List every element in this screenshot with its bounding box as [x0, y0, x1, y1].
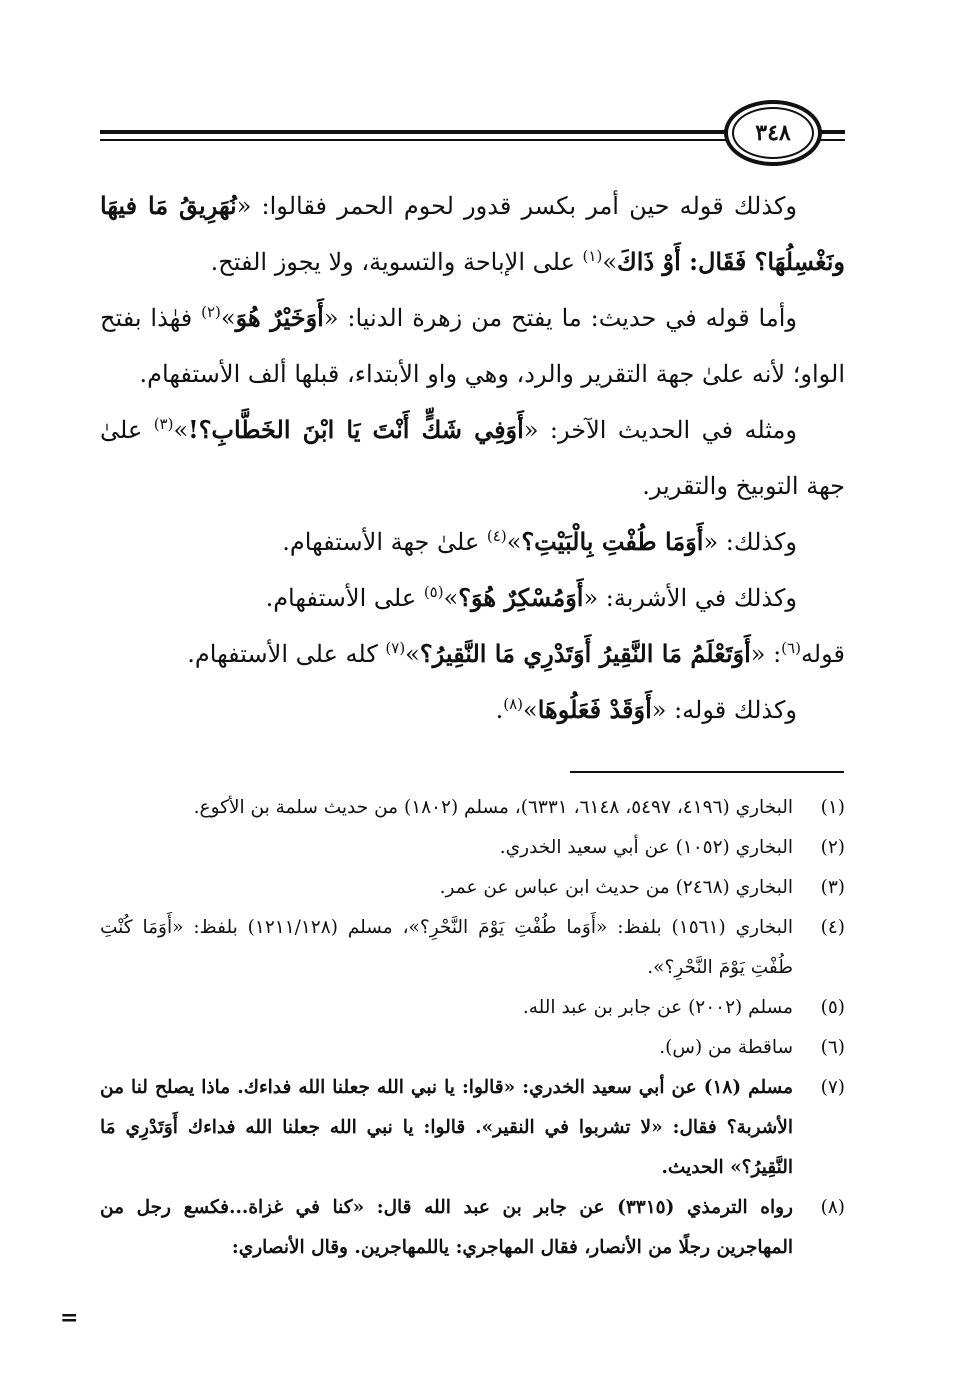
footnote-number: (٧) [820, 1077, 845, 1098]
hadith-quote: أَوَمُسْكِرٌ هُوَ؟ [458, 583, 584, 612]
footnote-text: البخاري (٤١٩٦، ٥٤٩٧، ٦١٤٨، ٦٣٣١)، مسلم (١٨٠٢) من حديث سلمة بن الأكوع. [193, 797, 793, 818]
continuation-mark: = [60, 1305, 79, 1331]
hadith-quote: أَوَفِي شَكٍّ أَنْتَ يَا ابْنَ الخَطَّابِ؟! [188, 415, 524, 444]
hadith-quote: أَوَخَيْرٌ هُوَ [235, 303, 324, 332]
footnote-number: (٣) [820, 877, 845, 898]
footnote [100, 828, 845, 868]
footnote [100, 1068, 845, 1188]
footnote-ref: (٣) [153, 415, 174, 433]
footnote [100, 868, 845, 908]
hadith-quote: نُهَرِيقُ مَا فيهَا ونَغْسِلُهَا؟ فَقَال: أَوْ ذَاكَ [100, 191, 845, 276]
footnote-text: مسلم (٢٠٠٢) عن جابر بن عبد الله. [522, 997, 793, 1018]
footnote-separator [570, 771, 844, 773]
footnote-text: البخاري (١٥٦١) بلفظ: «أَوَما طُفْتِ يَوْمَ النَّحْرِ؟»، مسلم (١٢١١/١٢٨) بلفظ: «أَوَمَا كُنْتِ طُفْتِ يَوْمَ النَّحْرِ؟». [100, 917, 793, 978]
hadith-quote: أَوَتَعْلَمُ مَا النَّقِيرُ أَوَتَدْرِي مَا النَّقِيرُ؟ [419, 639, 751, 668]
paragraph: وكذلك قوله: «أَوَقَدْ فَعَلُوهَا»$^{(٨)}$. [495, 695, 797, 724]
footnote [100, 1188, 845, 1268]
footnotes [100, 788, 845, 1268]
footnote-text: البخاري (١٠٥٢) عن أبي سعيد الخدري. [499, 837, 793, 858]
footnote-text: البخاري (٢٤٦٨) من حديث ابن عباس عن عمر. [439, 877, 793, 898]
footnote [100, 908, 845, 988]
page-number-badge [724, 100, 822, 166]
paragraph: قوله$^{(٦)}$: «أَوَتَعْلَمُ مَا النَّقِيرُ أَوَتَدْرِي مَا النَّقِيرُ؟»$^{(٧)}$ كله على الأستفهام. [187, 639, 845, 668]
paragraph: وأما قوله في حديث: ما يفتح من زهرة الدنيا: «أَوَخَيْرٌ هُوَ»$^{(٢)}$ فهٰذا بفتح الواو؛ لأنه علىٰ جهة التقرير والرد، وهي واو الأبتداء، قبلها ألف الأستفهام. [100, 303, 845, 388]
footnote-ref: (١) [582, 247, 603, 265]
footnote-number: (١) [820, 797, 845, 818]
paragraph: وكذلك قوله حين أمر بكسر قدور لحوم الحمر فقالوا: «نُهَرِيقُ مَا فيهَا ونَغْسِلُهَا؟ فَقَال: أَوْ ذَاكَ»$^{(١)}$ على الإباحة والتسوية، ولا يجوز الفتح. [100, 191, 845, 276]
footnote-ref: (٥) [423, 583, 444, 601]
page-number: ٣٤٨ [732, 107, 814, 159]
footnote-ref: (٦) [781, 639, 801, 657]
footnote [100, 788, 845, 828]
footnote [100, 988, 845, 1028]
footnote-number: (٥) [820, 997, 845, 1018]
footnote-number: (٢) [820, 837, 845, 858]
footnote-text: رواه الترمذي (٣٣١٥) عن جابر بن عبد الله قال: «كنا في غزاة...فكسع رجل من المهاجرين رجلًا من الأنصار، فقال المهاجري: ياللمهاجرين. وقال الأنصاري: [100, 1197, 793, 1258]
footnote [100, 1028, 845, 1068]
footnote-number: (٦) [820, 1037, 845, 1058]
footnote-number: (٤) [820, 917, 845, 938]
footnote-text: مسلم (١٨) عن أبي سعيد الخدري: «قالوا: يا نبي الله جعلنا الله فداءك. ماذا يصلح لنا من الأشربة؟ فقال: «لا تشربوا في النقير». قالوا: يا نبي الله جعلنا الله فداءك أَوَتَدْرِي مَا النَّقِيرُ؟» الحديث. [100, 1077, 794, 1178]
footnote-text: ساقطة من (س). [659, 1037, 793, 1058]
paragraph: وكذلك في الأشربة: «أَوَمُسْكِرٌ هُوَ؟»$^{(٥)}$ على الأستفهام. [265, 583, 797, 612]
paragraph: وكذلك: «أَوَمَا طُفْتِ بِالْبَيْتِ؟»$^{(٤)}$ علىٰ جهة الأستفهام. [282, 527, 797, 556]
paragraph: ومثله في الحديث الآخر: «أَوَفِي شَكٍّ أَنْتَ يَا ابْنَ الخَطَّابِ؟!»$^{(٣)}$ علىٰ جهة التوبيخ والتقرير. [100, 415, 845, 500]
footnote-number: (٨) [820, 1197, 845, 1218]
hadith-quote: أَوَقَدْ فَعَلُوهَا [537, 695, 652, 724]
main-text [100, 178, 845, 738]
footnote-ref: (٧) [385, 639, 406, 657]
footnote-ref: (٢) [201, 303, 221, 321]
footnote-ref: (٤) [486, 527, 507, 545]
footnote-ref: (٨) [503, 695, 524, 713]
hadith-quote: أَوَمَا طُفْتِ بِالْبَيْتِ؟ [521, 527, 704, 556]
